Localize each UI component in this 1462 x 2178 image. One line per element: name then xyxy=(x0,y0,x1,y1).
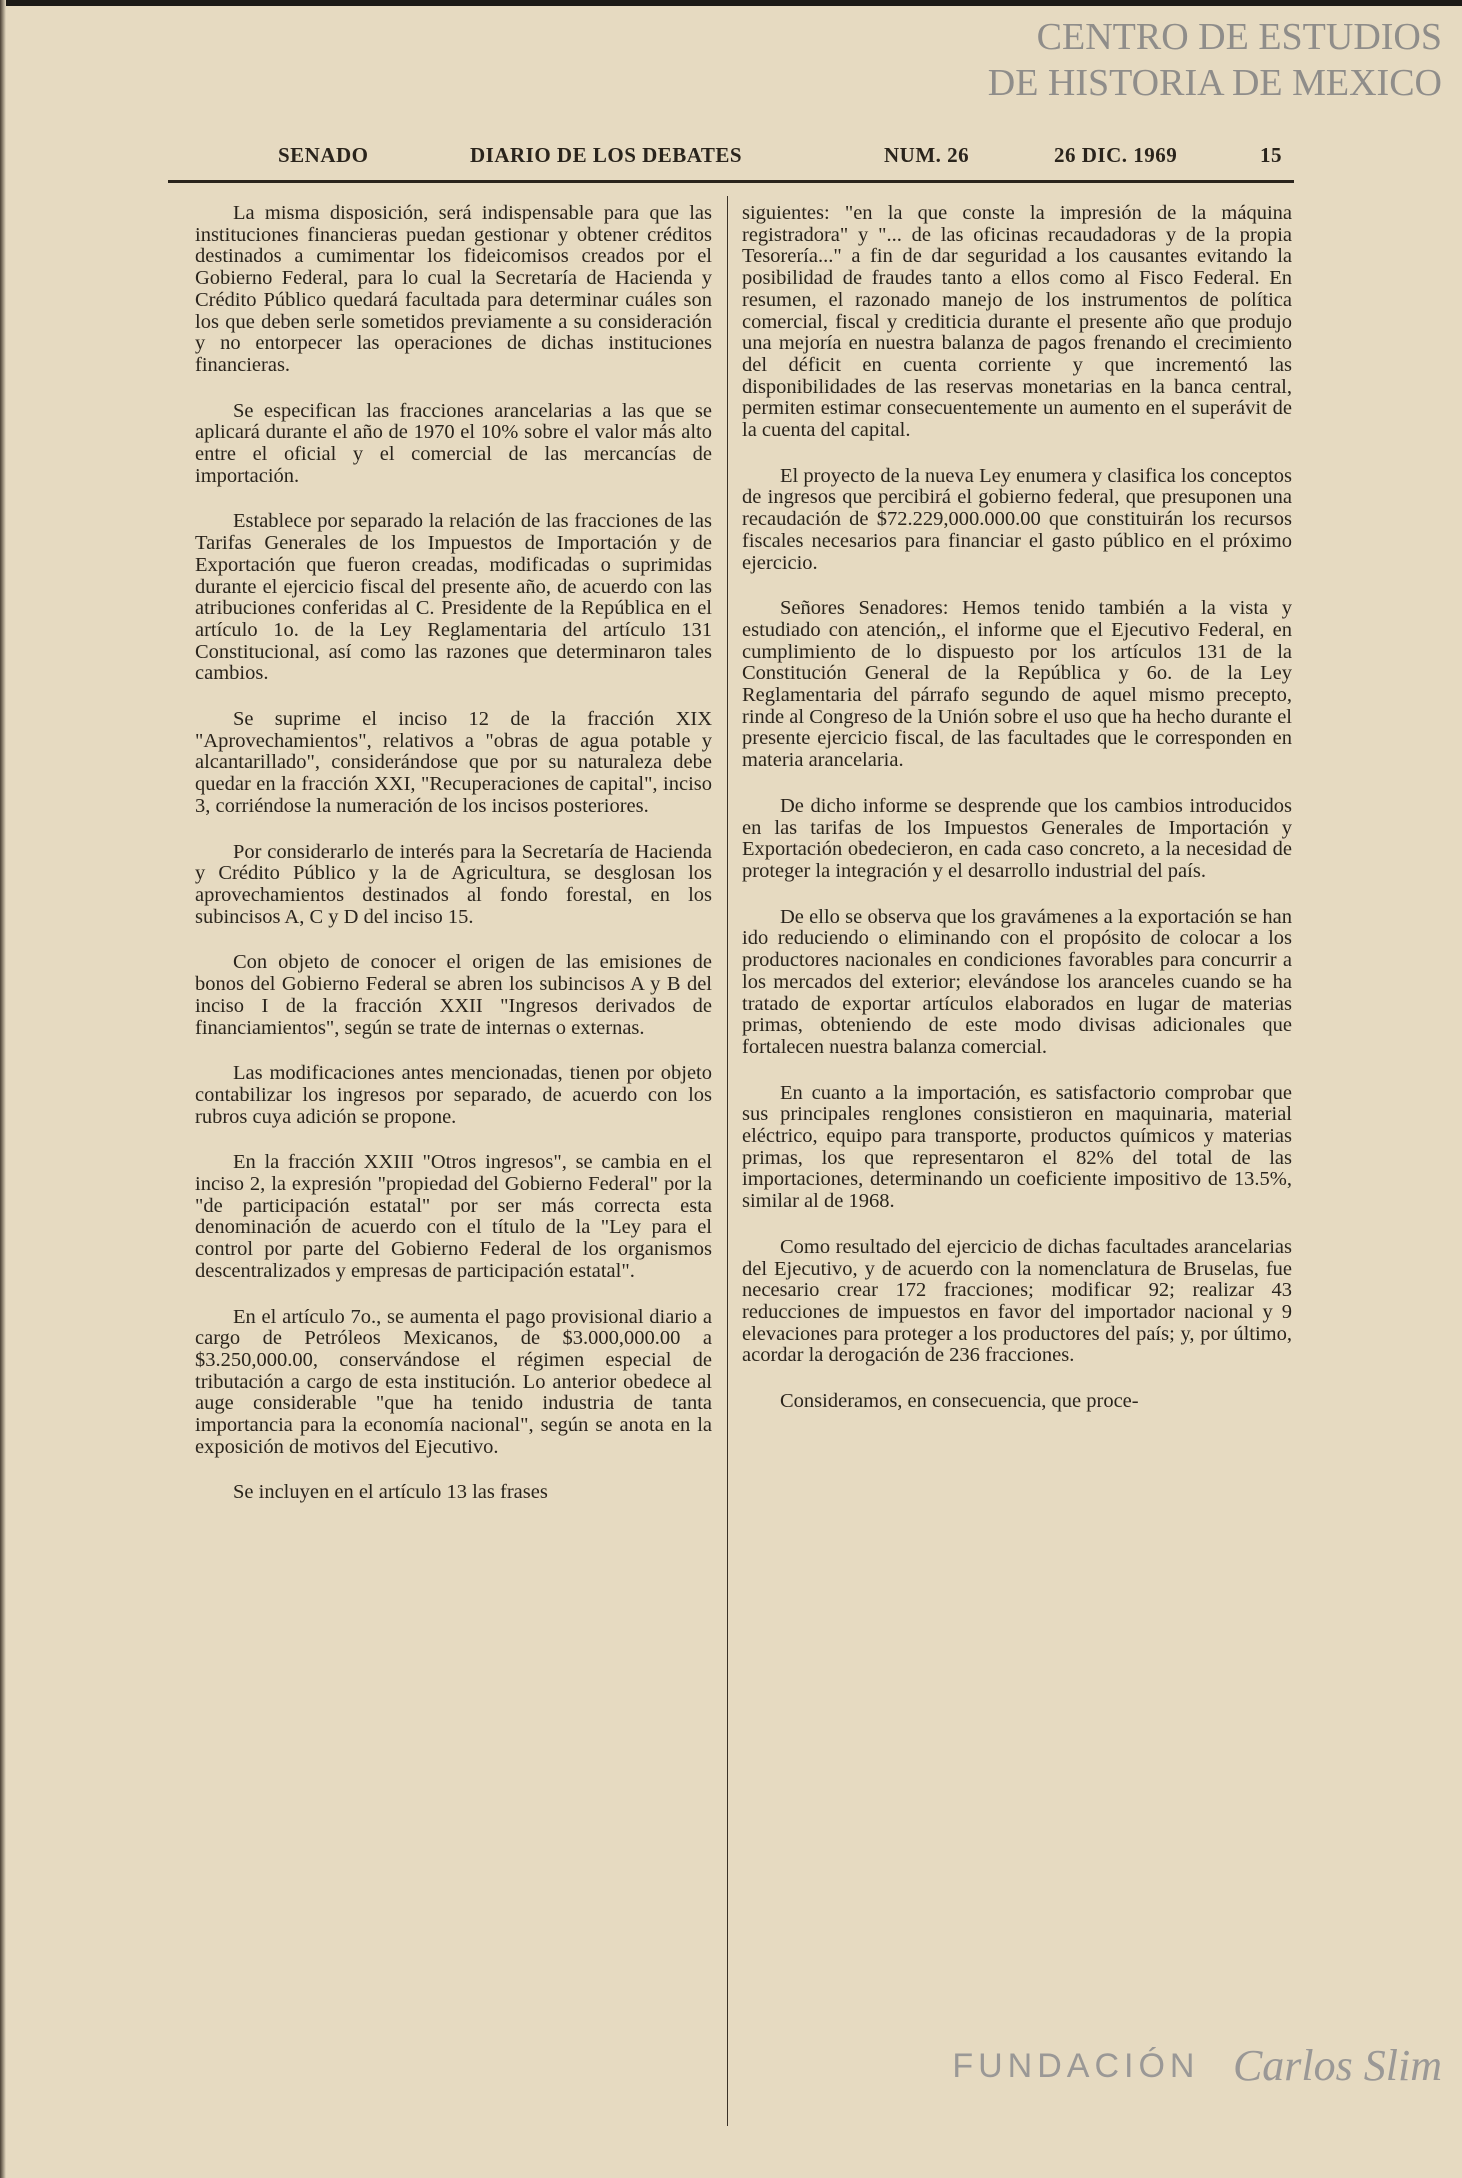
paragraph: Consideramos, en consecuencia, que proce- xyxy=(780,1390,1139,1413)
header-chamber: SENADO xyxy=(278,143,369,167)
watermark-fundacion: FUNDACIÓN xyxy=(952,2047,1200,2086)
paragraph: Señores Senadores: Hemos tenido también a la vista y estudiado con atención,, el informe que el Ejecutivo Federal, en cumplimiento de lo dispuesto por los artículos 131 de la Constitución General de la República y 6o. de la Ley Reglamentaria del párrafo segundo de aquel mismo precepto, rinde al Congreso de la Unión sobre el uso que ha hecho durante el presente ejercicio fiscal, de las facultades que le corresponden en materia arancelaria. xyxy=(742,597,1292,772)
watermark-line: CENTRO DE xyxy=(1036,16,1249,58)
archive-watermark xyxy=(988,14,1442,106)
left-column xyxy=(195,203,712,1528)
paragraph: siguientes: "en la que conste la impresión de la máquina registradora" y "... de las oficinas recaudadoras y de la propia Tesorería..." a fin de dar seguridad a los causantes evitando la posibilidad de fraudes tanto a ellos como al Fisco Federal. En resumen, el razonado manejo de los instrumentos de política comercial, fiscal y crediticia durante el presente año que produjo una mejoría en nuestra balanza de pagos frenando el crecimiento del déficit en cuenta corriente y que incrementó las disponibilidades de las reservas monetarias en la banca central, permiten estimar consecuentemente un aumento en el superávit de la cuenta del capital. xyxy=(742,202,1292,442)
paragraph: Las modificaciones antes mencionadas, tienen por objeto contabilizar los ingresos por separado, de acuerdo con los rubros cuya adición se propone. xyxy=(195,1062,712,1128)
header-page-number: 15 xyxy=(1260,143,1282,167)
paragraph: Establece por separado la relación de las fracciones de las Tarifas Generales de los Impuestos de Importación y de Exportación que fueron creadas, modificadas o suprimidas durante el ejercicio fiscal del presente año, de acuerdo con las atribuciones conferidas al C. Presidente de la República en el artículo 1o. de la Ley Reglamentaria del artículo 131 Constitucional, así como las razones que determinaron tales cambios. xyxy=(195,510,712,685)
paragraph: En el artículo 7o., se aumenta el pago provisional diario a cargo de Petróleos Mexicanos, de $3.000,000.00 a $3.250,000.00, conservándose el régimen especial de tributación a cargo de esta institución. Lo anterior obedece al auge considerable "que ha tenido industria de tanta importancia para la economía nacional", según se anota en la exposición de motivos del Ejecutivo. xyxy=(195,1305,712,1458)
scan-border-top xyxy=(0,0,1462,6)
watermark-line: ESTUDIOS xyxy=(1258,16,1442,58)
paragraph: El proyecto de la nueva Ley enumera y clasifica los conceptos de ingresos que percibirá el gobierno federal, que presuponen una recaudación de $72.229,000.000.00 que constituirán los recursos fiscales necesarios para financiar el gasto público en el próximo ejercicio. xyxy=(742,464,1292,574)
column-divider xyxy=(727,196,728,2126)
paragraph: Por considerarlo de interés para la Secretaría de Hacienda y Crédito Público y la de Agricultura, se desglosan los aprovechamientos destinados al fondo forestal, en los subincisos A, C y D del inciso 15. xyxy=(195,840,712,928)
header-number: NUM. 26 xyxy=(884,143,970,167)
paragraph: Se incluyen en el artículo 13 las frases xyxy=(233,1481,548,1504)
paragraph: La misma disposición, será indispensable para que las instituciones financieras puedan gestionar y obtener créditos destinados a cumimentar los fideicomisos creados por el Gobierno Federal, para lo cual la Secretaría de Hacienda y Crédito Público quedará facultada para determinar cuáles son los que deben serle sometidos previamente a su consideración y no entorpecer las operaciones de dichas instituciones financieras. xyxy=(195,202,712,376)
paragraph: Como resultado del ejercicio de dichas facultades arancelarias del Ejecutivo, y de acuerdo con la nomenclatura de Bruselas, fue necesario crear 172 fracciones; modificar 92; realizar 43 reducciones de impuestos en favor del importador nacional y 9 elevaciones para proteger a los productores del país; y, por último, acordar la derogación de 236 fracciones. xyxy=(742,1235,1292,1367)
scan-border-left xyxy=(0,0,6,2178)
paragraph: De ello se observa que los gravámenes a la exportación se han ido reduciendo o eliminando con el propósito de colocar a los productores nacionales en condiciones favorables para concurrir a los mercados del exterior; elevándose los aranceles cuando se ha tratado de exportar artículos elaborados en lugar de materias primas, obteniendo de este modo divisas adicionales que fortalecen nuestra balanza comercial. xyxy=(742,905,1292,1058)
paragraph: Con objeto de conocer el origen de las emisiones de bonos del Gobierno Federal se abren los subincisos A y B del inciso I de la fracción XXII "Ingresos derivados de financiamientos", según se trate de internas o externas. xyxy=(195,951,712,1039)
running-header xyxy=(278,143,1294,173)
paragraph: Se especifican las fracciones arancelarias a las que se aplicará durante el año de 1970 el 10% sobre el valor más alto entre el oficial y el comercial de las mercancías de importación. xyxy=(195,399,712,487)
header-rule xyxy=(168,180,1294,183)
paragraph: En la fracción XXIII "Otros ingresos", se cambia en el inciso 2, la expresión "propiedad del Gobierno Federal" por la "de participación estatal" por ser más correcta esta denominación de acuerdo con el título de la "Ley para el control por parte del Gobierno Federal de los organismos descentralizados y empresas de participación estatal". xyxy=(195,1151,712,1282)
watermark-line: DE HISTORIA xyxy=(987,62,1223,104)
paragraph: En cuanto a la importación, es satisfactorio comprobar que sus principales renglones consistieron en maquinaria, material eléctrico, equipo para transporte, productos químicos y materias primas, los que representaron el 82% del total de las importaciones, determinando un coeficiente impositivo de 13.5%, similar al de 1968. xyxy=(742,1081,1292,1213)
watermark-line: DE MEXICO xyxy=(1231,62,1442,104)
right-column xyxy=(742,203,1292,1437)
watermark-signature: Carlos Slim xyxy=(1232,2041,1442,2091)
paragraph: Se suprime el inciso 12 de la fracción XIX "Aprovechamientos", relativos a "obras de agua potable y alcantarillado", considerándose que por su naturaleza debe quedar en la fracción XXI, "Recuperaciones de capital", inciso 3, corriéndose la numeración de los incisos posteriores. xyxy=(195,708,712,817)
header-date: 26 DIC. 1969 xyxy=(1054,143,1178,167)
watermark-foundation xyxy=(952,2040,1442,2089)
paragraph: De dicho informe se desprende que los cambios introducidos en las tarifas de los Impuestos Generales de Importación y Exportación obedecieron, en cada caso concreto, a la necesidad de proteger la integración y el desarrollo industrial del país. xyxy=(742,794,1292,882)
header-publication: DIARIO DE LOS DEBATES xyxy=(470,143,743,167)
